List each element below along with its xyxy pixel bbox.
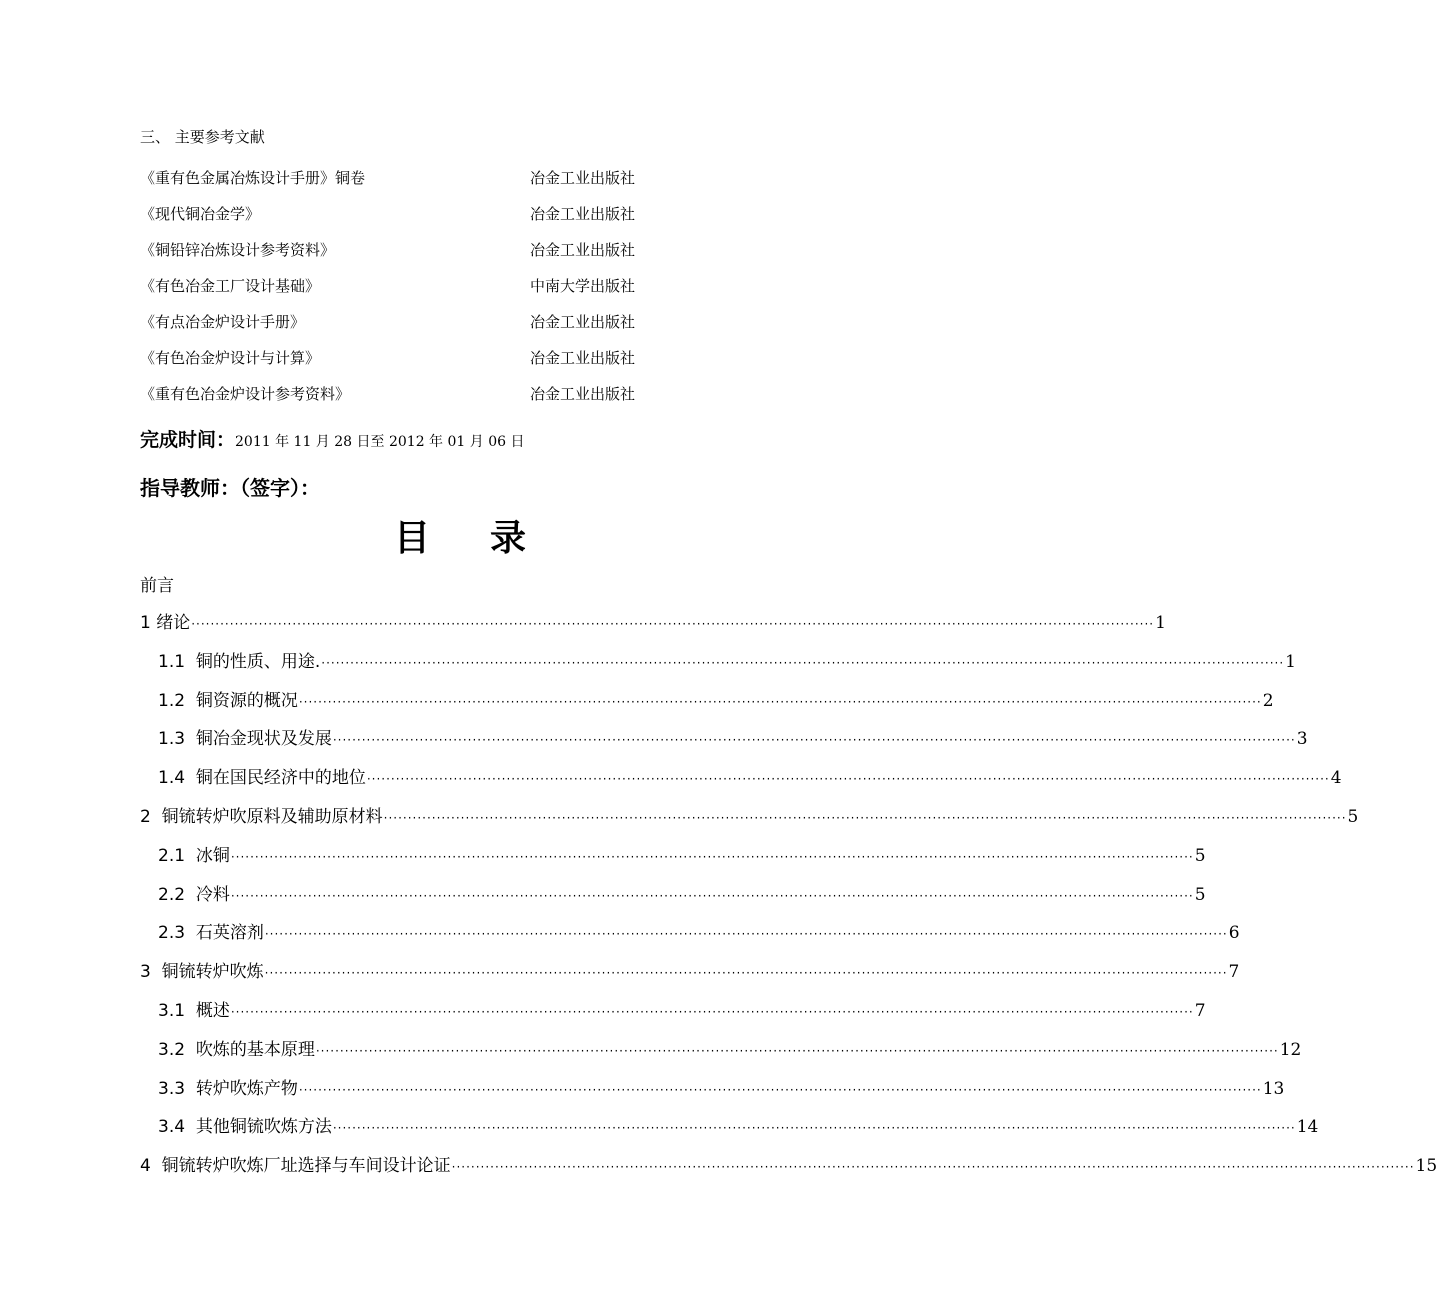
toc-entry-number: 2.3 <box>158 923 196 944</box>
toc-entry-number: 2 <box>140 807 162 827</box>
toc-entry[interactable] <box>158 1074 1285 1099</box>
toc-entry[interactable] <box>140 1151 1437 1177</box>
reference-publisher: 冶金工业出版社 <box>530 205 636 223</box>
reference-title: 《现代铜冶金学》 <box>140 205 261 223</box>
toc-entry-number: 1.3 <box>158 729 196 750</box>
toc-entry-page: 15 <box>1415 1156 1437 1177</box>
toc-leader-dots: ········································································································································································································ <box>321 655 1285 670</box>
toc-entry[interactable] <box>158 1035 1302 1060</box>
toc-leader-dots: ········································································································································································································ <box>230 888 1194 903</box>
toc-entry-number: 3.4 <box>158 1117 196 1138</box>
toc-entry-page: 7 <box>1194 1001 1206 1021</box>
toc-entry-text: 转炉吹炼产物 <box>195 1078 298 1099</box>
toc-entry-text: 冰铜 <box>195 845 230 866</box>
toc-entry[interactable] <box>158 918 1240 944</box>
toc-leader-dots: ········································································································································································································ <box>298 1082 1262 1097</box>
toc-leader-dots: ········································································································································································································ <box>230 1005 1194 1019</box>
toc-entry-page: 2 <box>1262 690 1274 711</box>
toc-entry[interactable] <box>140 957 1240 983</box>
toc-entry-number: 4 <box>140 1156 162 1177</box>
toc-title: 目录 <box>393 518 586 559</box>
toc-entry[interactable] <box>158 647 1296 672</box>
reference-publisher: 冶金工业出版社 <box>530 241 636 259</box>
toc-entry-number: 2.2 <box>158 884 196 905</box>
toc-entry-text: 冷料 <box>195 884 230 905</box>
toc-entry-text: 铜锍转炉吹炼 <box>161 962 264 983</box>
toc-entry-page: 4 <box>1330 768 1342 789</box>
toc-leader-dots: ········································································································································································································ <box>191 617 1155 631</box>
toc-entry[interactable] <box>158 841 1206 866</box>
toc-entry[interactable] <box>158 996 1206 1021</box>
toc-leader-dots: ········································································································································································································ <box>332 733 1296 748</box>
toc-entry-page: 14 <box>1296 1117 1319 1138</box>
reference-item <box>140 347 660 369</box>
toc-entry-number: 1.1 <box>158 651 196 672</box>
toc-entry-text: 吹炼的基本原理 <box>195 1039 315 1060</box>
toc-entry[interactable] <box>158 880 1206 905</box>
reference-item <box>140 275 660 297</box>
toc-entry-number: 1 <box>140 613 157 633</box>
toc-leader-dots: ········································································································································································································ <box>264 966 1228 981</box>
toc-leader-dots: ········································································································································································································ <box>298 694 1262 709</box>
toc-entry-number: 3 <box>140 962 162 983</box>
toc-leader-dots: ········································································································································································································ <box>315 1043 1279 1058</box>
reference-item <box>140 239 660 261</box>
toc-entry-page: 5 <box>1194 884 1206 905</box>
toc-entry-text: 铜冶金现状及发展 <box>195 729 332 750</box>
reference-title: 《有色冶金炉设计与计算》 <box>140 349 321 367</box>
toc-leader-dots: ········································································································································································································ <box>366 772 1330 787</box>
reference-publisher: 中南大学出版社 <box>530 277 636 295</box>
reference-title: 《有色冶金工厂设计基础》 <box>140 277 321 295</box>
toc-leader-dots: ········································································································································································································ <box>451 1160 1415 1175</box>
toc-entry-text: 铜锍转炉吹炼厂址选择与车间设计论证 <box>161 1156 451 1177</box>
references-heading: 三、 主要参考文献 <box>140 128 265 146</box>
reference-publisher: 冶金工业出版社 <box>530 385 636 403</box>
toc-entry-number: 3.1 <box>158 1001 196 1021</box>
reference-item <box>140 311 660 333</box>
toc-entry-page: 1 <box>1285 651 1296 672</box>
toc-entry-page: 1 <box>1155 613 1166 633</box>
completion-label: 完成时间： <box>140 429 236 451</box>
toc-entry-page: 6 <box>1228 923 1240 944</box>
advisor-signature: 指导教师：（签字）： <box>140 476 320 500</box>
reference-title: 《重有色冶金炉设计参考资料》 <box>140 385 351 403</box>
toc-entry-text: 铜的性质、用途. <box>195 651 321 672</box>
reference-title: 《重有色金属冶炼设计手册》铜卷 <box>140 169 366 187</box>
toc-entry-page: 7 <box>1228 962 1240 983</box>
toc-entry-text: 铜在国民经济中的地位 <box>195 768 366 789</box>
toc-leader-dots: ········································································································································································································ <box>332 1121 1296 1136</box>
toc-leader-dots: ········································································································································································································ <box>264 927 1228 942</box>
reference-item <box>140 167 660 189</box>
toc-entry-text: 铜资源的概况 <box>195 690 298 711</box>
reference-publisher: 冶金工业出版社 <box>530 349 636 367</box>
reference-item <box>140 203 660 225</box>
toc-leader-dots: ········································································································································································································ <box>383 811 1347 825</box>
toc-entry-page: 5 <box>1347 807 1359 827</box>
toc-entry-number: 3.3 <box>158 1078 196 1099</box>
toc-leader-dots: ········································································································································································································ <box>230 849 1194 864</box>
toc-entry-number: 1.2 <box>158 690 196 711</box>
toc-entry[interactable] <box>140 608 1166 633</box>
reference-title: 《有点冶金炉设计手册》 <box>140 313 306 331</box>
toc-entry[interactable] <box>140 802 1359 827</box>
toc-entry-number: 1.4 <box>158 768 196 789</box>
toc-preface: 前言 <box>140 576 174 596</box>
toc-entry-text: 绪论 <box>156 613 191 633</box>
toc-entry[interactable] <box>158 724 1308 750</box>
reference-item <box>140 383 660 405</box>
reference-publisher: 冶金工业出版社 <box>530 169 636 187</box>
toc-entry-text: 其他铜锍吹炼方法 <box>195 1117 332 1138</box>
toc-entry[interactable] <box>158 686 1274 711</box>
toc-entry-text: 概述 <box>195 1001 230 1021</box>
toc-entry-page: 5 <box>1194 845 1206 866</box>
toc-entry-number: 3.2 <box>158 1039 196 1060</box>
toc-entry-page: 13 <box>1262 1078 1285 1099</box>
toc-entry[interactable] <box>158 1112 1319 1138</box>
completion-time <box>140 425 524 452</box>
toc-entry-text: 铜锍转炉吹原料及辅助原材料 <box>161 807 383 827</box>
completion-value: 2011 年 11 月 28 日至 2012 年 01 月 06 日 <box>235 434 525 450</box>
reference-publisher: 冶金工业出版社 <box>530 313 636 331</box>
toc-entry[interactable] <box>158 763 1342 789</box>
toc-entry-text: 石英溶剂 <box>195 923 264 944</box>
toc-entry-page: 12 <box>1279 1039 1302 1060</box>
reference-title: 《铜铅锌冶炼设计参考资料》 <box>140 241 336 259</box>
toc-entry-page: 3 <box>1296 729 1308 750</box>
toc-entry-number: 2.1 <box>158 845 196 866</box>
